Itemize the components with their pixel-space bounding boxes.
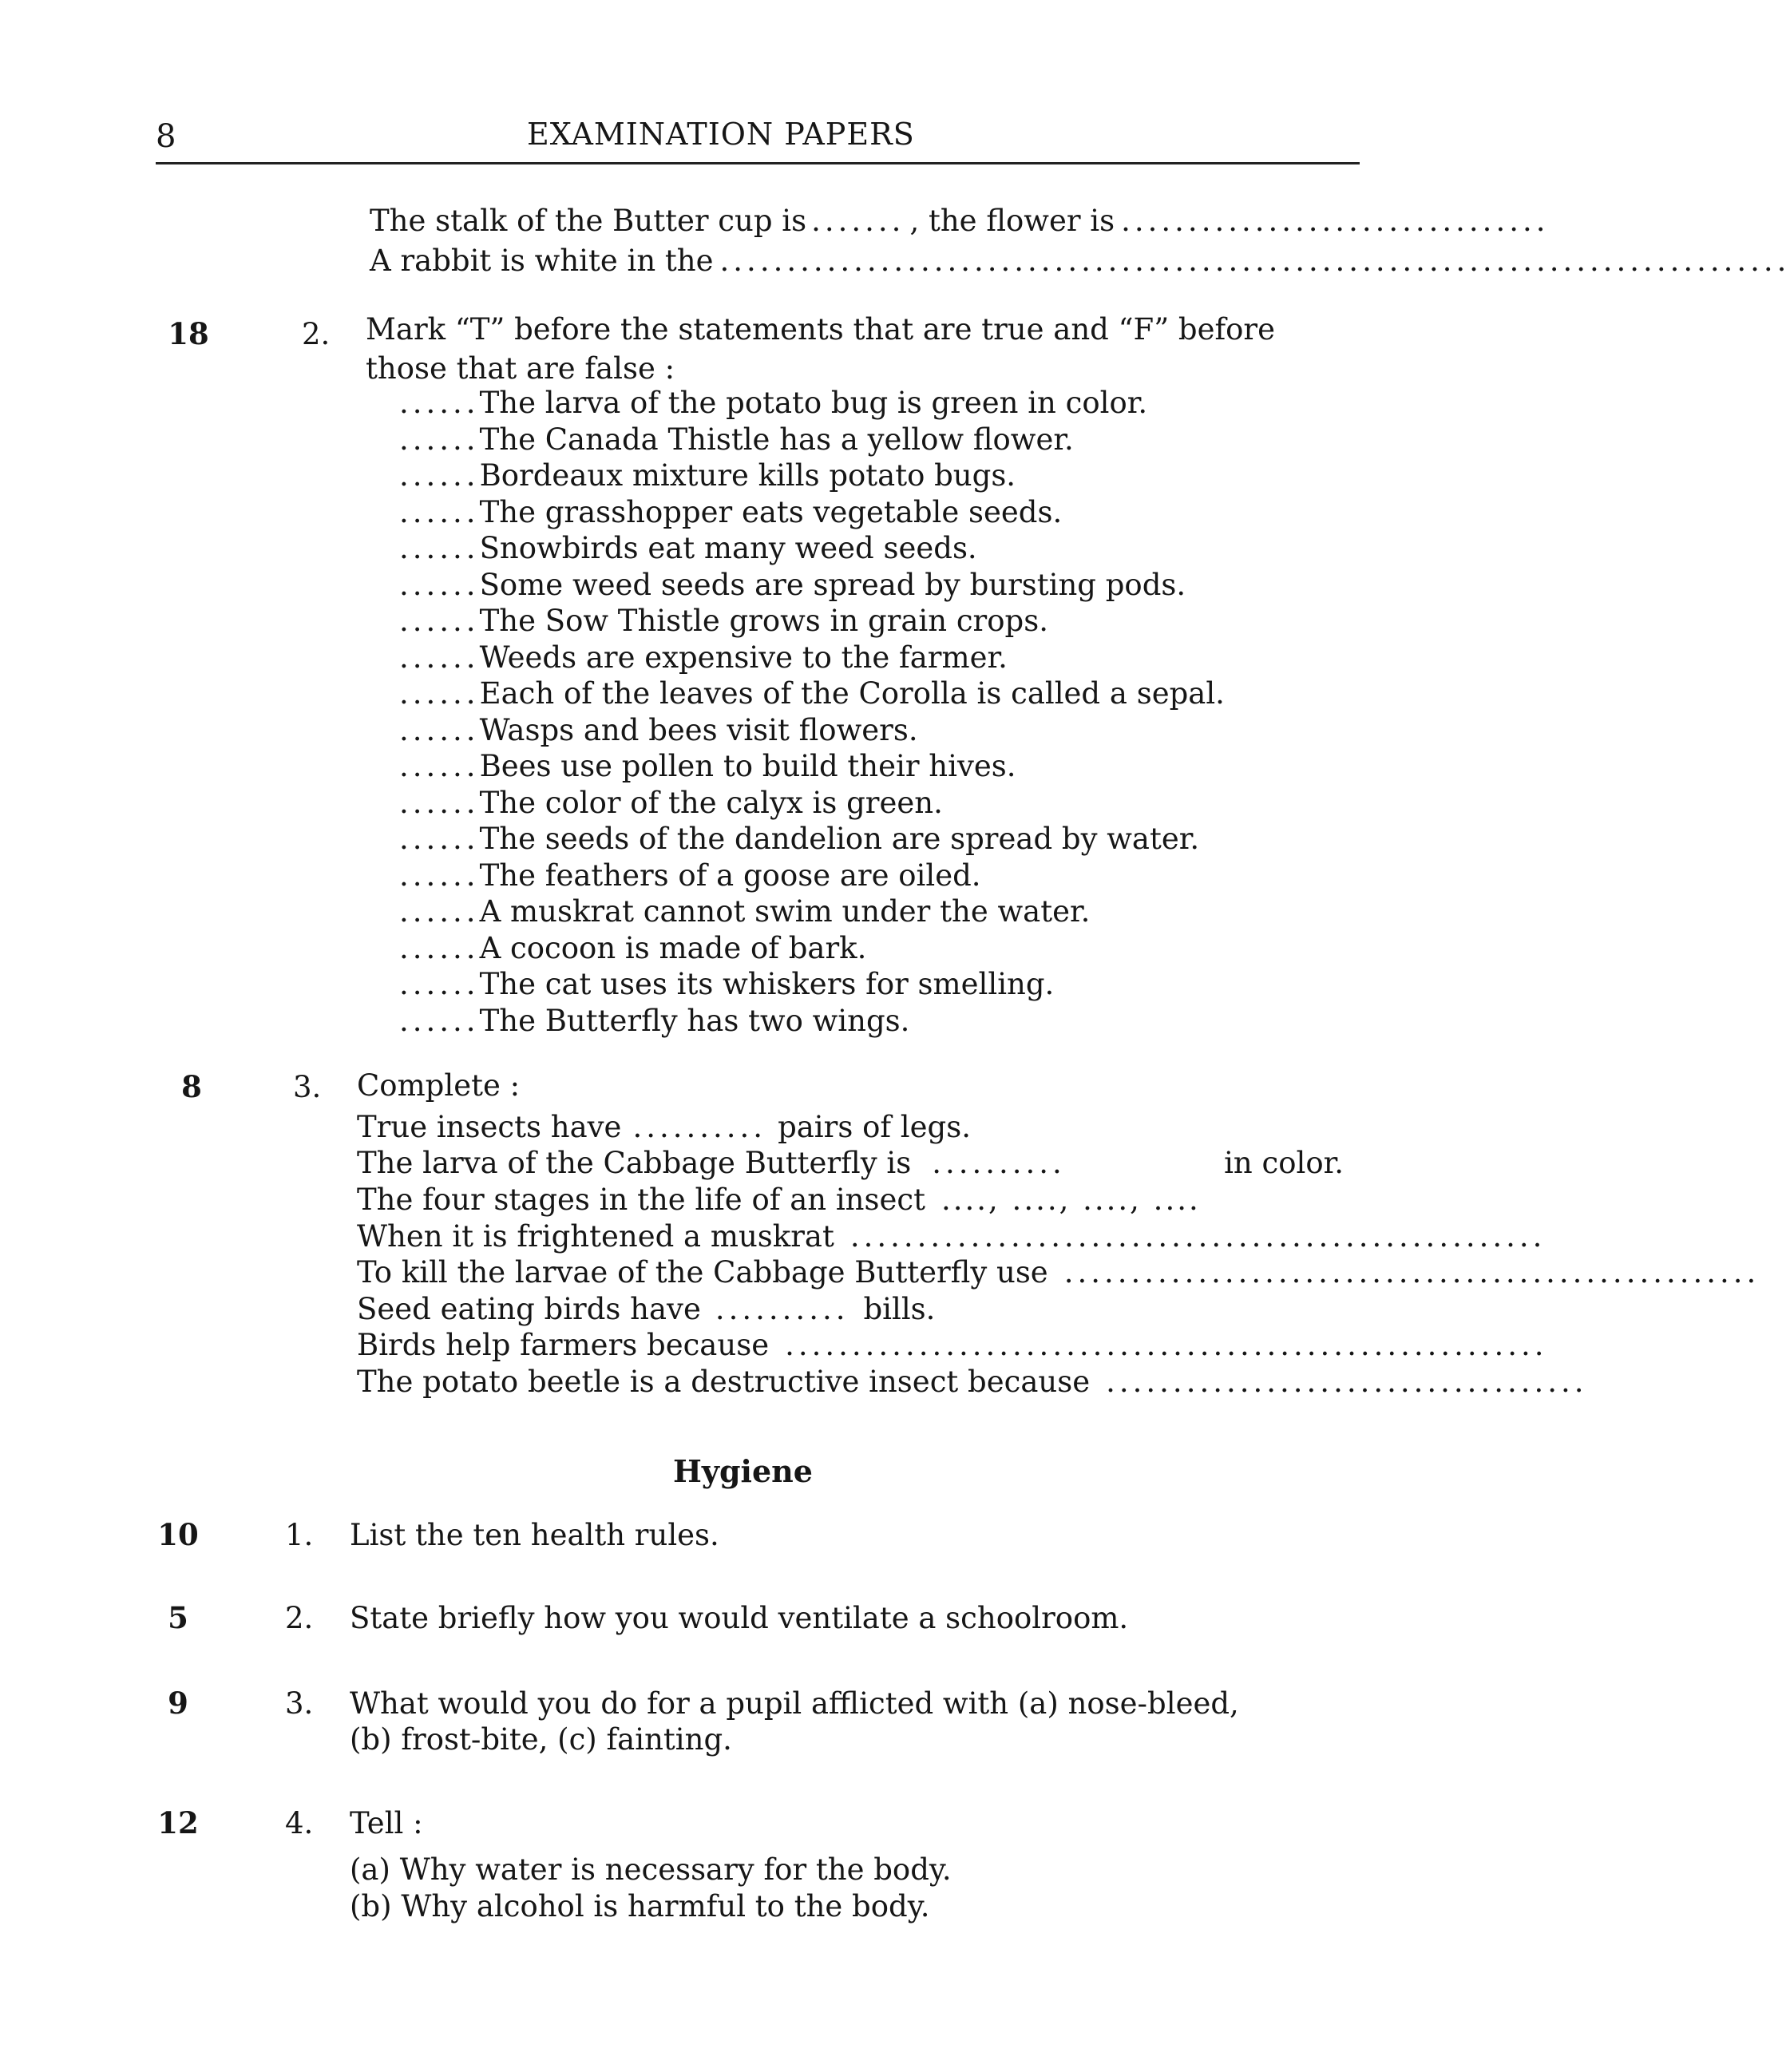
statement-item: ......Each of the leaves of the Corolla is called a sepal. (399, 676, 1225, 711)
cont-line-2-text: A rabbit is white in the (370, 244, 714, 278)
statement-item: ......The feathers of a goose are oiled. (399, 858, 981, 893)
statement-item: ......A muskrat cannot swim under the water. (399, 894, 1091, 929)
question-number: 1. (285, 1518, 314, 1552)
sub-question: (a) Why water is necessary for the body. (350, 1852, 952, 1887)
statement-item: ......The larva of the potato bug is green in color. (399, 386, 1148, 420)
complete-line: The potato beetle is a destructive insect because .................................... (357, 1365, 1588, 1399)
marks-hygiene-q2: 5 (168, 1600, 188, 1635)
statement-item: ......Wasps and bees visit flowers. (399, 713, 918, 747)
question-text: those that are false : (366, 351, 675, 386)
statement-item: ......Bordeaux mixture kills potato bugs. (399, 458, 1016, 493)
question-text: Tell : (350, 1806, 423, 1840)
statement-item: ......The cat uses its whiskers for smelling. (399, 967, 1055, 1001)
statement-item: ......The seeds of the dandelion are spread by water. (399, 822, 1200, 856)
cont-line-2 (370, 244, 1790, 278)
question-text: State briefly how you would ventilate a schoolroom. (350, 1601, 1129, 1635)
page-number: 8 (156, 118, 176, 155)
statement-item: ......A cocoon is made of bark. (399, 931, 867, 965)
complete-line: The larva of the Cabbage Butterfly is .......... in color. (357, 1146, 1344, 1180)
statement-item: ......The color of the calyx is green. (399, 786, 943, 820)
cont-line-1-b: , the flower is (909, 204, 1115, 238)
marks-hygiene-q4: 12 (157, 1805, 199, 1840)
statement-item: ......Weeds are expensive to the farmer. (399, 640, 1008, 675)
cont-line-1 (370, 204, 1550, 238)
question-number: 2. (285, 1601, 314, 1635)
question-text: Complete : (357, 1068, 521, 1103)
sub-question: (b) Why alcohol is harmful to the body. (350, 1889, 930, 1923)
question-text: Mark “T” before the statements that are true and “F” before (366, 312, 1276, 347)
marks-hygiene-q3: 9 (168, 1686, 188, 1721)
statement-item: ......Bees use pollen to build their hives. (399, 749, 1016, 783)
complete-line: True insects have .......... pairs of legs. (357, 1110, 971, 1144)
marks-hygiene-q1: 10 (157, 1517, 199, 1552)
question-number: 2. (302, 317, 331, 351)
blank-dots: ....... (811, 204, 905, 238)
marks-q2: 18 (168, 316, 209, 351)
complete-line: When it is frightened a muskrat .................................................... (357, 1219, 1546, 1254)
statement-item: ......The Canada Thistle has a yellow flower. (399, 422, 1074, 457)
complete-line: Birds help farmers because ......................................................... (357, 1328, 1548, 1362)
question-text: List the ten health rules. (350, 1518, 719, 1552)
complete-line: The four stages in the life of an insect ...., ...., ...., .... (357, 1183, 1201, 1217)
complete-line: Seed eating birds have .......... bills. (357, 1292, 936, 1326)
statement-item: ......The grasshopper eats vegetable seeds. (399, 495, 1063, 529)
marks-q3: 8 (181, 1069, 202, 1104)
statement-item: ......Snowbirds eat many weed seeds. (399, 531, 977, 565)
question-number: 3. (293, 1070, 322, 1104)
question-text: What would you do for a pupil afflicted with (a) nose-bleed, (350, 1686, 1239, 1721)
question-number: 3. (285, 1686, 314, 1721)
page-title: EXAMINATION PAPERS (527, 117, 915, 152)
blank-dots: ................................ (1121, 204, 1550, 238)
statement-item: ......Some weed seeds are spread by bursting pods. (399, 568, 1186, 602)
question-text: (b) frost-bite, (c) fainting. (350, 1722, 732, 1757)
header-rule (156, 162, 1360, 164)
statement-item: ......The Butterfly has two wings. (399, 1004, 910, 1038)
question-number: 4. (285, 1806, 314, 1840)
blank-dots: ................................................................................ (719, 244, 1790, 278)
section-title: Hygiene (673, 1453, 813, 1489)
cont-line-1-a: The stalk of the Butter cup is (370, 204, 807, 238)
complete-line: To kill the larvae of the Cabbage Butterfly use .................................................... (357, 1255, 1760, 1290)
statement-item: ......The Sow Thistle grows in grain crops. (399, 604, 1048, 638)
